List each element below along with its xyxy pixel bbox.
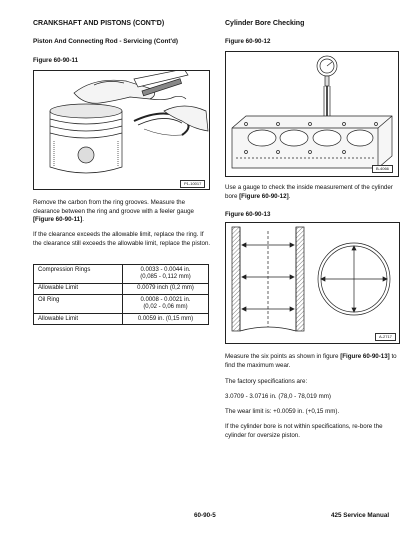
section-title: CRANKSHAFT AND PISTONS (CONT'D): [33, 20, 165, 27]
figure-measure-points: [225, 222, 400, 344]
figure-bore-gauge: [225, 51, 399, 177]
table-cell-label: Oil Ring: [34, 295, 123, 314]
paragraph-text: Use a gauge to check the inside measurement of the cylinder bore: [225, 184, 393, 200]
figure-reference: [Figure 60-90-13]: [340, 353, 390, 360]
paragraph-spec-value: 3.0709 - 3.0716 in. (78,0 - 78,019 mm): [225, 393, 331, 400]
table-cell-label: Allowable Limit: [34, 283, 123, 294]
table-row: [34, 295, 209, 314]
figure-id-12: B-4066: [372, 165, 393, 173]
table-row: [34, 283, 209, 294]
paragraph-wear-limit: The wear limit is: +0.0059 in. (+0,15 mm).: [225, 408, 340, 415]
figure-label-13: Figure 60-90-13: [225, 211, 271, 218]
figure-reference: [Figure 60-90-12]: [239, 192, 289, 200]
figure-label: Figure 60-90-11: [33, 57, 79, 64]
table-row: [34, 265, 209, 284]
subsection-title: Piston And Connecting Rod - Servicing (Cont'd): [33, 38, 179, 45]
paragraph-end: .: [82, 216, 84, 224]
paragraph-gauge: [225, 184, 400, 201]
figure-piston-ring: [33, 70, 210, 190]
figure-reference: [Figure 60-90-11]: [33, 216, 83, 224]
table-cell-value: 0.0079 inch (0,2 mm): [123, 283, 209, 294]
paragraph-end: to find the maximum wear.: [225, 353, 397, 369]
piston-ring-illustration: [34, 71, 209, 189]
paragraph-text: Measure the six points as shown in figure: [225, 353, 341, 360]
spec-table: [33, 264, 209, 325]
paragraph-text: Remove the carbon from the ring grooves. Measure the clearance between the ring and groove with a feeler gauge: [33, 199, 194, 215]
figure-id: P1-10017: [180, 180, 205, 188]
paragraph-clearance-limit: If the clearance exceeds the allowable limit, replace the ring. If the clearance still exceeds the allowable limit, replace the piston.: [33, 231, 211, 247]
manual-title: 425 Service Manual: [331, 512, 390, 519]
figure-label-12: Figure 60-90-12: [225, 38, 271, 45]
table-row: [34, 314, 209, 325]
paragraph-ring-groove: [33, 199, 211, 225]
table-cell-value: 0.0008 - 0.0021 in. (0,02 - 0,06 mm): [123, 295, 209, 314]
measure-points-illustration: [226, 223, 399, 343]
bore-gauge-illustration: [226, 52, 398, 176]
paragraph-end: .: [288, 192, 291, 200]
figure-id-13: A-2717: [375, 333, 396, 341]
table-cell-value: 0.0059 in. (0,15 mm): [123, 314, 209, 325]
section-title-cylinder: Cylinder Bore Checking: [225, 20, 305, 27]
table-cell-label: Allowable Limit: [34, 314, 123, 325]
paragraph-factory-specs: The factory specifications are:: [225, 378, 308, 385]
table-cell-label: Compression Rings: [34, 265, 123, 284]
page-number: 60-90-5: [194, 512, 216, 519]
paragraph-rebore: If the cylinder bore is not within specifications, re-bore the cylinder for oversize piston.: [225, 423, 383, 439]
table-cell-value: 0.0033 - 0.0044 in. (0,085 - 0,112 mm): [123, 265, 209, 284]
paragraph-measure: [225, 353, 400, 370]
